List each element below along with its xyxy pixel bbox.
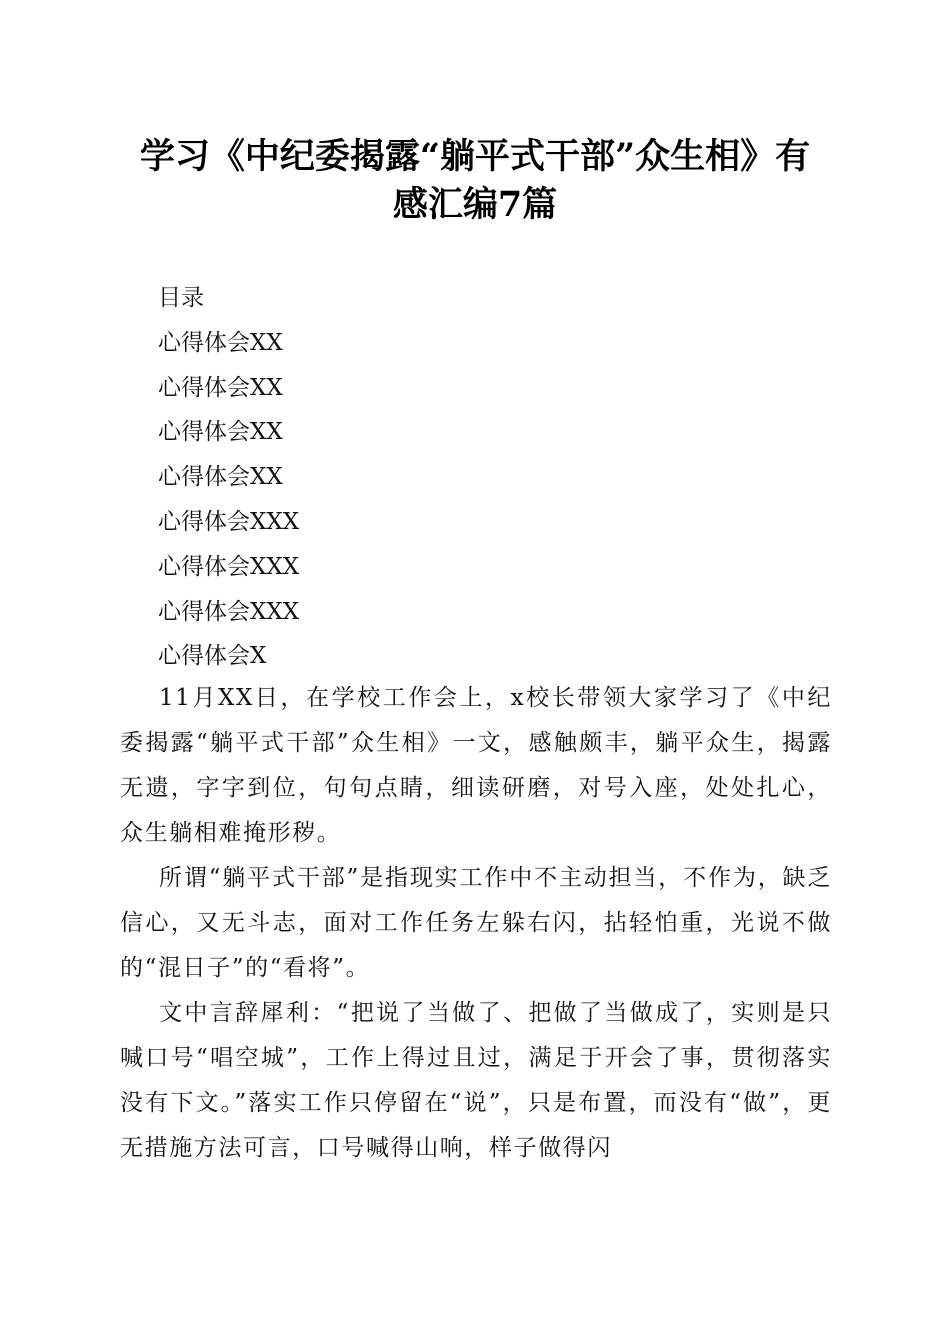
document-body: [120, 676, 832, 1171]
toc-heading: 目录: [158, 285, 204, 311]
body-paragraph: 11月XX日，在学校工作会上，x校长带领大家学习了《中纪委揭露“躺平式干部”众生相》一文，感触颇丰，躺平众生，揭露无遗，字字到位，句句点睛，细读研磨，对号入座，处处扎心，众生躺相难掩形秽。: [120, 685, 832, 846]
toc-item: 心得体会X: [158, 643, 267, 670]
toc-item: 心得体会XX: [158, 374, 283, 401]
title-line-1: 学习《中纪委揭露“躺平式干部”众生相》有: [139, 136, 811, 177]
body-paragraph: 文中言辞犀利：“把说了当做了、把做了当做成了，实则是只喊口号“唱空城”，工作上得过且过，满足于开会了事，贯彻落实没有下文。”落实工作只停留在“说”，只是布置，而没有“做”，更无措施方法可言，口号喊得山响，样子做得闪: [120, 1000, 832, 1161]
toc-item: 心得体会XX: [158, 464, 283, 491]
document-title: [100, 133, 850, 229]
toc-item: 心得体会XXX: [158, 598, 300, 625]
toc-item: 心得体会XXX: [158, 553, 300, 580]
toc-item: 心得体会XXX: [158, 508, 300, 535]
toc-item: 心得体会XX: [158, 329, 283, 356]
table-of-contents: [158, 276, 758, 679]
toc-item: 心得体会XX: [158, 419, 283, 446]
title-line-2: 感汇编7篇: [392, 184, 558, 225]
body-paragraph: 所谓“躺平式干部”是指现实工作中不主动担当，不作为，缺乏信心，又无斗志，面对工作任务左躲右闪，拈轻怕重，光说不做的“混日子”的“看将”。: [120, 865, 832, 981]
